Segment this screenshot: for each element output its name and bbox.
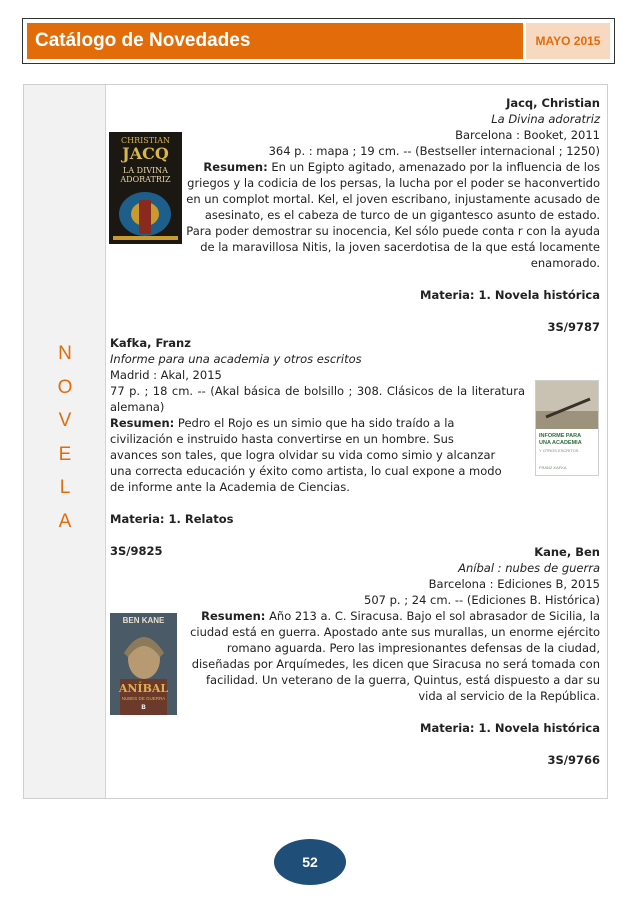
entry-summary: [180, 608, 600, 704]
book-cover-kane: [110, 613, 177, 715]
catalog-entry-kane: [180, 544, 600, 768]
summary-text: Pedro el Rojo es un simio que ha sido traído a la civilización e instruido hasta convertirse en un hombre. Sus avances son tales, que logra olvidar su vida como simio y alcanzar una correcta educación y éxito como artista, lo cual expone a modo de informe ante la Academia de Ciencias.: [110, 416, 502, 494]
section-letter: L: [59, 477, 71, 498]
entry-summary: [180, 159, 600, 271]
section-letter: A: [58, 510, 72, 532]
entry-title: Aníbal : nubes de guerra: [458, 561, 600, 575]
summary-text: Año 213 a. C. Siracusa. Bajo el sol abrasador de Sicilia, la ciudad está en guerra. Apostado ante sus murallas, un enorme ejército romano aguarda. Pero las impresionantes defensas de la ciudad, diseñadas por Arquímedes, les dicen que Siracusa no será tomada con facilidad. Un veterano de la guerra, Quintus, está dispuesto a dar su vida al servicio de la República.: [190, 609, 600, 703]
entry-title: Informe para una academia y otros escritos: [110, 352, 362, 366]
entry-signature: 3S/9766: [547, 753, 600, 767]
catalog-date: MAYO 2015: [526, 23, 610, 59]
entry-author: Kane, Ben: [534, 545, 600, 559]
summary-label: Resumen:: [203, 160, 268, 174]
entry-subject: Materia: 1. Relatos: [110, 512, 234, 526]
entry-subject: Materia: 1. Novela histórica: [420, 288, 600, 302]
section-letter: N: [58, 343, 72, 364]
summary-text: En un Egipto agitado, amenazado por la influencia de los griegos y la codicia de los persas, la lucha por el poder se haconvertido en un complot mortal. Kel, el joven escribano, injustamente acusado de asesinato, es el cabeza de turco de un gigantesco asunto de estado. Para poder demostrar su inocencia, Kel sólo puede conta r con la ayuda de la maravillosa Nitis, la joven sacerdotisa de la que está locamente enamorado.: [186, 160, 600, 270]
section-letter: O: [57, 376, 73, 398]
book-cover-jacq: [109, 132, 182, 244]
cover-title-1: INFORME PARA: [539, 433, 582, 439]
entry-physical-description: 364 p. : mapa ; 19 cm. -- (Bestseller internacional ; 1250): [268, 144, 600, 158]
catalog-entry-kafka: [110, 335, 525, 559]
catalog-entry-jacq: [180, 95, 600, 335]
catalog-title: Catálogo de Novedades: [27, 23, 523, 59]
cover-author: FRANZ KAFKA: [539, 465, 567, 470]
cover-title-1: LA DIVINA: [123, 166, 168, 175]
section-label: [24, 337, 106, 538]
section-letter: E: [58, 443, 72, 465]
cover-author-first: CHRISTIAN: [120, 136, 171, 145]
entry-signature: 3S/9787: [547, 320, 600, 334]
cover-author: BEN KANE: [122, 616, 165, 625]
cover-title-2: UNA ACADEMIA: [539, 440, 582, 446]
entry-title: La Divina adoratriz: [491, 112, 600, 126]
cover-art: [536, 381, 599, 429]
entry-publisher: Madrid : Akal, 2015: [110, 368, 222, 382]
cover-subtitle: NUBES DE GUERRA: [121, 696, 166, 701]
cover-subtitle: Y OTROS ESCRITOS: [539, 448, 579, 453]
section-sidebar: [24, 85, 106, 798]
entry-author: Jacq, Christian: [506, 96, 600, 110]
page-header: [22, 18, 615, 64]
section-letter: V: [58, 410, 72, 431]
book-cover-kafka: [535, 380, 599, 476]
entry-physical-description: 77 p. ; 18 cm. -- (Akal básica de bolsillo ; 308. Clásicos de la literatura alemana): [110, 384, 525, 414]
entry-publisher: Barcelona : Ediciones B, 2015: [428, 577, 600, 591]
entry-summary: [110, 415, 502, 495]
entry-physical-description: 507 p. ; 24 cm. -- (Ediciones B. Histórica): [364, 593, 600, 607]
entry-subject: Materia: 1. Novela histórica: [420, 721, 600, 735]
entry-publisher: Barcelona : Booket, 2011: [455, 128, 600, 142]
cover-author-last: JACQ: [122, 144, 169, 163]
summary-label: Resumen:: [201, 609, 266, 623]
summary-label: Resumen:: [110, 416, 175, 430]
cover-title-2: ADORATRIZ: [120, 175, 171, 184]
cover-title: ANÍBAL: [118, 682, 169, 695]
cover-publisher-logo: B: [141, 705, 146, 711]
entry-author: Kafka, Franz: [110, 336, 191, 350]
page-number: 52: [274, 839, 346, 885]
entry-signature: 3S/9825: [110, 544, 163, 558]
